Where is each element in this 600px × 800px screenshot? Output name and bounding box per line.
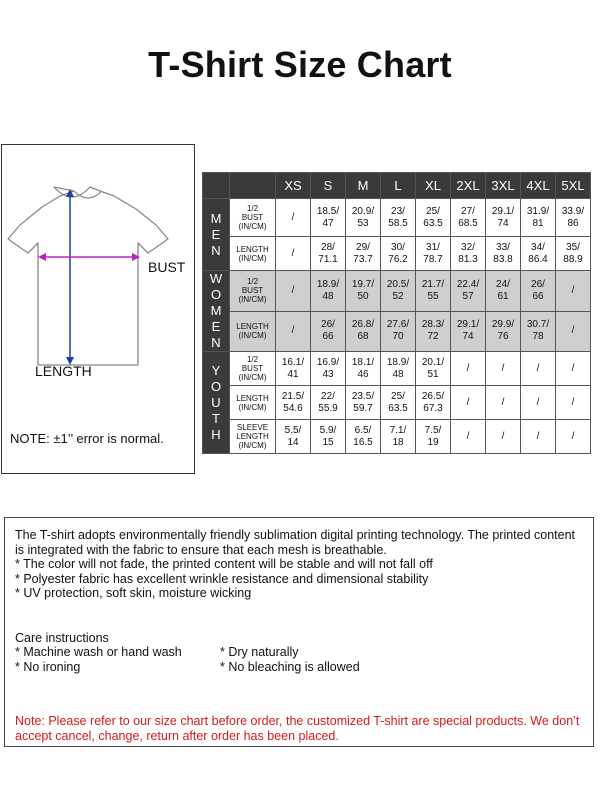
measure-label: LENGTH (IN/CM) — [230, 386, 276, 420]
size-header-4xl: 4XL — [521, 173, 556, 199]
size-value-cell: 20.9/ 53 — [346, 199, 381, 237]
measure-label: LENGTH (IN/CM) — [230, 237, 276, 271]
size-value-cell: 19.7/ 50 — [346, 271, 381, 312]
size-header-m: M — [346, 173, 381, 199]
measure-label: 1/2 BUST (IN/CM) — [230, 199, 276, 237]
size-value-cell: 25/ 63.5 — [416, 199, 451, 237]
table-row — [203, 311, 591, 352]
care-list — [15, 645, 583, 674]
size-value-cell: 31.9/ 81 — [521, 199, 556, 237]
size-value-cell: 30/ 76.2 — [381, 237, 416, 271]
size-value-cell: 16.1/ 41 — [276, 352, 311, 386]
table-row — [203, 199, 591, 237]
size-value-cell: / — [486, 352, 521, 386]
size-value-cell: / — [521, 352, 556, 386]
size-value-cell: 18.9/ 48 — [311, 271, 346, 312]
measure-label: 1/2 BUST (IN/CM) — [230, 352, 276, 386]
intro-text: The T-shirt adopts environmentally friendly sublimation digital printing technology. The printed content is integrated with the fabric to ensure that each mesh is breathable. — [15, 528, 576, 557]
size-value-cell: / — [276, 311, 311, 352]
size-value-cell: 22.4/ 57 — [451, 271, 486, 312]
size-value-cell: 23.5/ 59.7 — [346, 386, 381, 420]
size-value-cell: 24/ 61 — [486, 271, 521, 312]
size-value-cell: 26.8/ 68 — [346, 311, 381, 352]
size-value-cell: 26/ 66 — [311, 311, 346, 352]
size-value-cell: 5.5/ 14 — [276, 420, 311, 454]
size-value-cell: 35/ 88.9 — [556, 237, 591, 271]
size-header-3xl: 3XL — [486, 173, 521, 199]
size-header-xs: XS — [276, 173, 311, 199]
size-header-l: L — [381, 173, 416, 199]
size-value-cell: 18.1/ 46 — [346, 352, 381, 386]
feature-item: * The color will not fade, the printed content will be stable and will not fall off — [15, 557, 433, 571]
size-value-cell: 28.3/ 72 — [416, 311, 451, 352]
size-value-cell: 22/ 55.9 — [311, 386, 346, 420]
group-label: W O M E N — [203, 271, 230, 352]
product-info-box — [4, 517, 594, 747]
care-title: Care instructions — [15, 630, 109, 645]
care-item: * No ironing — [15, 659, 81, 674]
size-value-cell: 33/ 83.8 — [486, 237, 521, 271]
size-value-cell: / — [451, 386, 486, 420]
size-header-5xl: 5XL — [556, 173, 591, 199]
size-value-cell: / — [451, 352, 486, 386]
table-corner-cell — [203, 173, 230, 199]
size-value-cell: / — [556, 352, 591, 386]
size-value-cell: 5.9/ 15 — [311, 420, 346, 454]
size-value-cell: 20.1/ 51 — [416, 352, 451, 386]
tolerance-note: NOTE: ±1’’ error is normal. — [10, 431, 164, 446]
size-value-cell: / — [521, 420, 556, 454]
size-value-cell: 25/ 63.5 — [381, 386, 416, 420]
size-value-cell: 26/ 66 — [521, 271, 556, 312]
size-value-cell: / — [556, 386, 591, 420]
size-value-cell: / — [486, 386, 521, 420]
size-value-cell: 7.1/ 18 — [381, 420, 416, 454]
size-value-cell: 23/ 58.5 — [381, 199, 416, 237]
measure-label: LENGTH (IN/CM) — [230, 311, 276, 352]
size-value-cell: / — [451, 420, 486, 454]
table-row — [203, 237, 591, 271]
size-value-cell: 27.6/ 70 — [381, 311, 416, 352]
size-value-cell: / — [521, 386, 556, 420]
size-value-cell: 21.7/ 55 — [416, 271, 451, 312]
page-title: T-Shirt Size Chart — [148, 44, 452, 85]
size-value-cell: 16.9/ 43 — [311, 352, 346, 386]
care-item: * Dry naturally — [220, 645, 299, 659]
size-value-cell: 21.5/ 54.6 — [276, 386, 311, 420]
size-value-cell: 7.5/ 19 — [416, 420, 451, 454]
size-value-cell: 28/ 71.1 — [311, 237, 346, 271]
size-value-cell: / — [556, 311, 591, 352]
group-label: M E N — [203, 199, 230, 271]
feature-item: * UV protection, soft skin, moisture wicking — [15, 586, 252, 600]
size-header-s: S — [311, 173, 346, 199]
size-value-cell: 18.9/ 48 — [381, 352, 416, 386]
table-row — [203, 386, 591, 420]
feature-item: * Polyester fabric has excellent wrinkle resistance and dimensional stability — [15, 571, 429, 586]
size-value-cell: 27/ 68.5 — [451, 199, 486, 237]
table-row — [203, 271, 591, 312]
size-value-cell: 6.5/ 16.5 — [346, 420, 381, 454]
group-label: Y O U T H — [203, 352, 230, 454]
size-value-cell: 33.9/ 86 — [556, 199, 591, 237]
size-value-cell: 18.5/ 47 — [311, 199, 346, 237]
care-item: * Machine wash or hand wash — [15, 645, 182, 659]
size-value-cell: 20.5/ 52 — [381, 271, 416, 312]
care-item: * No bleaching is allowed — [220, 659, 360, 674]
size-value-cell: / — [276, 199, 311, 237]
tshirt-outline-icon — [2, 145, 196, 475]
table-row — [203, 352, 591, 386]
bust-label: BUST — [148, 259, 186, 275]
size-value-cell: 29/ 73.7 — [346, 237, 381, 271]
size-value-cell: 34/ 86.4 — [521, 237, 556, 271]
size-value-cell: 29.1/ 74 — [451, 311, 486, 352]
table-corner-cell — [230, 173, 276, 199]
size-value-cell: / — [556, 271, 591, 312]
size-value-cell: / — [486, 420, 521, 454]
measure-label: 1/2 BUST (IN/CM) — [230, 271, 276, 312]
measure-label: SLEEVE LENGTH (IN/CM) — [230, 420, 276, 454]
length-label: LENGTH — [35, 363, 92, 379]
size-value-cell: 30.7/ 78 — [521, 311, 556, 352]
size-value-cell: 29.9/ 76 — [486, 311, 521, 352]
size-header-2xl: 2XL — [451, 173, 486, 199]
size-value-cell: 31/ 78.7 — [416, 237, 451, 271]
size-value-cell: 29.1/ 74 — [486, 199, 521, 237]
size-value-cell: 32/ 81.3 — [451, 237, 486, 271]
order-warning: Note: Please refer to our size chart before order, the customized T-shirt are special products. We don’t accept cancel, change, return after order has been placed. — [15, 714, 580, 743]
size-value-cell: / — [276, 237, 311, 271]
tshirt-diagram — [1, 144, 195, 474]
size-value-cell: / — [276, 271, 311, 312]
size-table — [202, 172, 591, 454]
size-header-row — [203, 173, 591, 199]
size-value-cell: / — [556, 420, 591, 454]
size-header-xl: XL — [416, 173, 451, 199]
table-row — [203, 420, 591, 454]
size-value-cell: 26.5/ 67.3 — [416, 386, 451, 420]
